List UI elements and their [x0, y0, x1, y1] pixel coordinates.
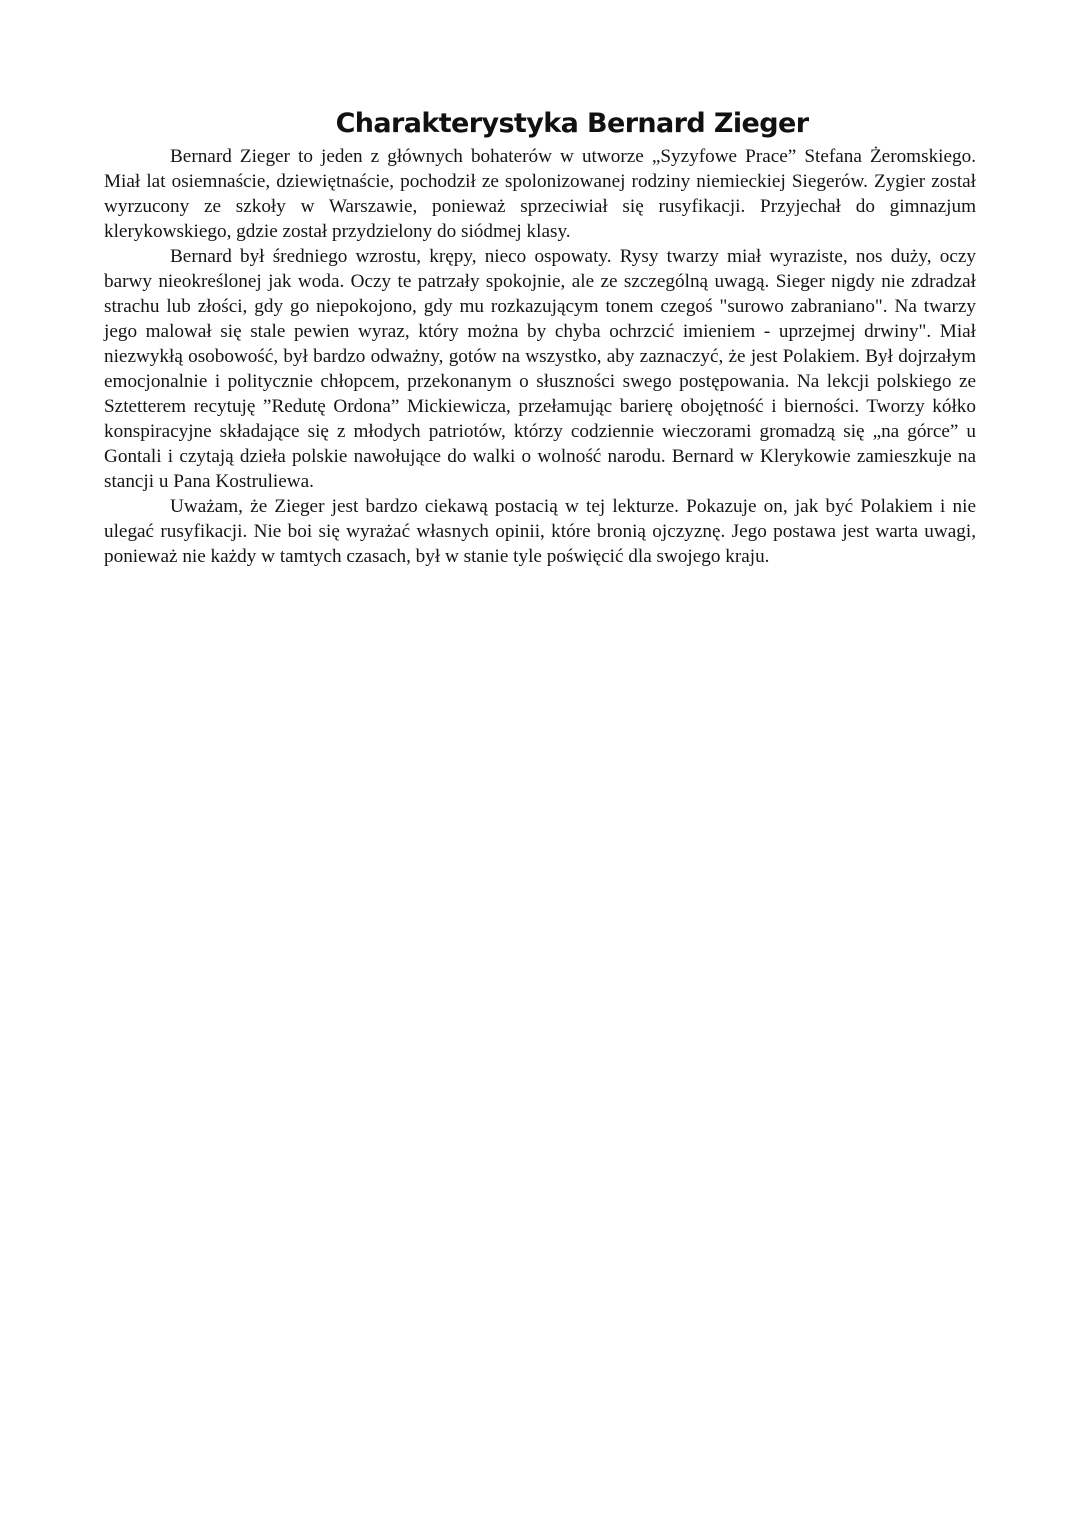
- paragraph-description: Bernard był średniego wzrostu, krępy, nieco ospowaty. Rysy twarzy miał wyraziste, nos duży, oczy barwy nieokreślonej jak woda. Oczy te patrzały spokojnie, ale ze szczególną uwagą. Sieger nigdy nie zdradzał strachu lub złości, gdy go niepokojono, gdy mu rozkazującym tonem czegoś "surowo zabraniano". Na twarzy jego malował się stale pewien wyraz, który można by chyba ochrzcić imieniem - uprzejmej drwiny". Miał niezwykłą osobowość, był bardzo odważny, gotów na wszystko, aby zaznaczyć, że jest Polakiem. Był dojrzałym emocjonalnie i politycznie chłopcem, przekonanym o słuszności swego postępowania. Na lekcji polskiego ze Sztetterem recytuję ”Redutę Ordona” Mickiewicza, przełamując barierę obojętność i bierności. Tworzy kółko konspiracyjne składające się z młodych patriotów, którzy codziennie wieczorami gromadzą się „na górce” u Gontali i czytają dzieła polskie nawołujące do walki o wolność narodu. Bernard w Klerykowie zamieszkuje na stancji u Pana Kostruliewa.: [104, 246, 976, 492]
- page-title: Charakterystyka Bernard Zieger: [335, 108, 809, 139]
- paragraph-opinion: Uważam, że Zieger jest bardzo ciekawą postacią w tej lekturze. Pokazuje on, jak być Polakiem i nie ulegać rusyfikacji. Nie boi się wyrażać własnych opinii, które bronią ojczyznę. Jego postawa jest warta uwagi, ponieważ nie każdy w tamtych czasach, był w stanie tyle poświęcić dla swojego kraju.: [104, 496, 976, 567]
- paragraph-introduction: Bernard Zieger to jeden z głównych bohaterów w utworze „Syzyfowe Prace” Stefana Żeromskiego. Miał lat osiemnaście, dziewiętnaście, pochodził ze spolonizowanej rodziny niemieckiej Siegerów. Zygier został wyrzucony ze szkoły w Warszawie, ponieważ sprzeciwiał się rusyfikacji. Przyjechał do gimnazjum klerykowskiego, gdzie został przydzielony do siódmej klasy.: [104, 146, 976, 242]
- document-body: [104, 144, 976, 569]
